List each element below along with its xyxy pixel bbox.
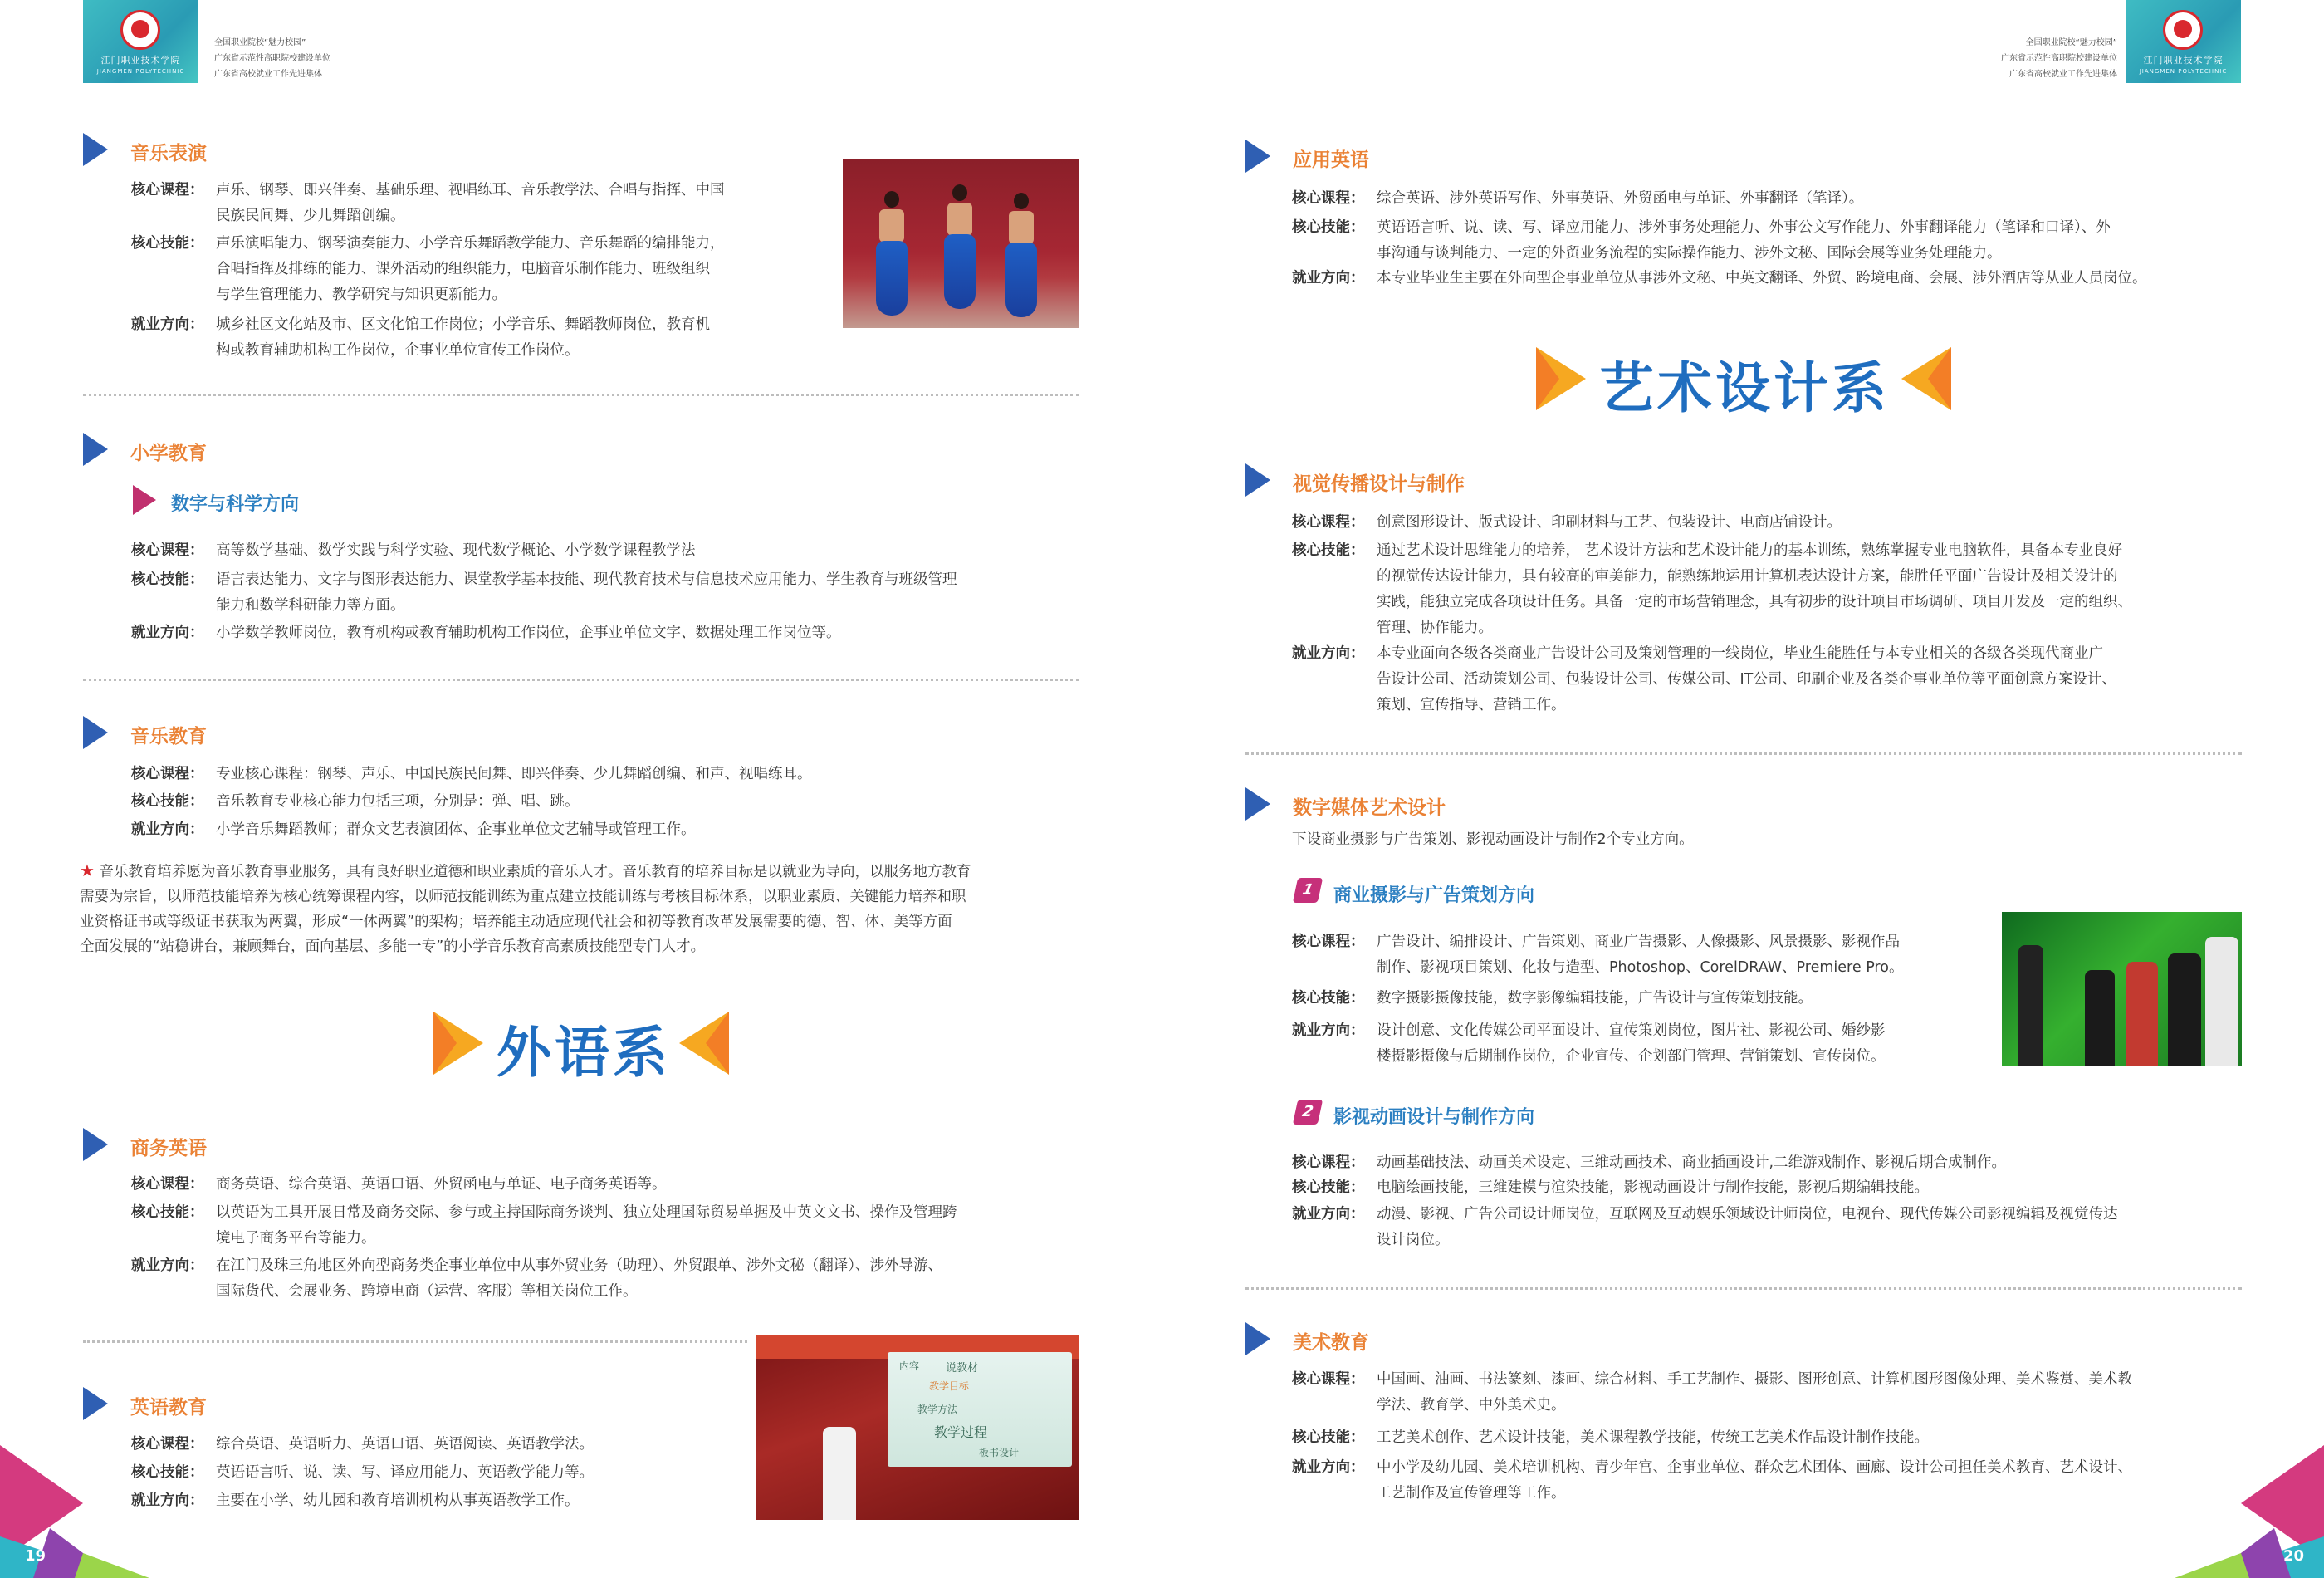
divider — [83, 394, 1079, 396]
course-text — [1377, 1150, 2006, 1176]
text-line — [80, 858, 1084, 885]
logo-subtitle: JIANGMEN POLYTECHNIC — [96, 68, 185, 75]
text-line: 英语语言听、说、读、写、译应用能力、英语教学能力等。 — [216, 1464, 594, 1481]
screen-text: 教学目标 — [929, 1380, 970, 1392]
text-line: 事沟通与谈判能力、一定的外贸业务流程的实际操作能力、涉外文秘、国际会展等业务处理能力。 — [1377, 245, 2002, 262]
screen-text: 内容 — [899, 1360, 920, 1372]
text-line: 通过艺术设计思维能力的培养， 艺术设计方法和艺术设计能力的基本训练，熟练掌握专业电脑软件，具备本专业良好 — [1377, 542, 2123, 559]
department-title: 外语系 — [497, 1021, 671, 1085]
subsection-title: 商业摄影与广告策划方向 — [1333, 885, 1535, 906]
text-line: 制作、影视项目策划、化妆与造型、Photoshop、CorelDRAW、Premiere Pro。 — [1377, 959, 1904, 976]
text-line: 数字摄影摄像技能，数字影像编辑技能，广告设计与宣传策划技能。 — [1377, 990, 1813, 1007]
text-line: 与学生管理能力、教学研究与知识更新能力。 — [216, 287, 506, 303]
divider — [83, 1340, 747, 1343]
career-label: 就业方向： — [131, 316, 204, 333]
header-line: 全国职业院校“魅力校园” — [214, 38, 306, 47]
career-text — [216, 312, 710, 364]
text-line: 楼摄影摄像与后期制作岗位，企业宣传、企划部门管理、营销策划、宣传岗位。 — [1377, 1048, 1886, 1065]
college-seal-icon — [120, 10, 160, 50]
course-text — [216, 1432, 594, 1458]
number-badge-icon — [1295, 878, 1320, 903]
skill-text — [216, 567, 957, 619]
text-line: 合唱指挥及排练的能力、课外活动的组织能力，电脑音乐制作能力、班级组织 — [216, 261, 710, 277]
header-line: 广东省高校就业工作先进集体 — [214, 70, 322, 79]
text-line: 业资格证书或等级证书获取为两翼，形成“一体两翼”的架构；培养能主动适应现代社会和初等教育改革发展需要的德、智、体、美等方面 — [80, 914, 952, 930]
section-music-performance — [83, 133, 581, 166]
career-label: 就业方向： — [131, 1257, 204, 1274]
text-line: 全面发展的“站稳讲台，兼顾舞台，面向基层、多能一专”的小学音乐教育高素质技能型专门人才。 — [80, 938, 706, 955]
section-title: 商务英语 — [130, 1138, 207, 1159]
text-line: 声乐、钢琴、即兴伴奏、基础乐理、视唱练耳、音乐教学法、合唱与指挥、中国 — [216, 182, 725, 198]
text-line: 小学数学教师岗位，教育机构或教育辅助机构工作岗位，企事业单位文字、数据处理工作岗位等。 — [216, 625, 841, 641]
subsection-marker-icon — [133, 485, 156, 515]
text-line: 声乐演唱能力、钢琴演奏能力、小学音乐舞蹈教学能力、音乐舞蹈的编排能力， — [216, 235, 725, 252]
text-line: 音乐教育专业核心能力包括三项，分别是：弹、唱、跳。 — [216, 793, 580, 810]
header-line: 广东省示范性高职院校建设单位 — [214, 54, 330, 63]
course-text — [216, 538, 696, 564]
studio-photo — [2002, 912, 2242, 1066]
college-seal-icon — [2163, 10, 2203, 50]
text-line: 电脑绘画技能，三维建模与渲染技能，影视动画设计与制作技能，影视后期编辑技能。 — [1377, 1179, 1929, 1196]
section-business-english — [83, 1128, 581, 1161]
text-line: 设计创意、文化传媒公司平面设计、宣传策划岗位，图片社、影视公司、婚纱影 — [1377, 1022, 1886, 1039]
course-text — [1377, 186, 1863, 212]
page-number: 19 — [25, 1547, 46, 1565]
subsection-title: 数字与科学方向 — [171, 494, 300, 515]
section-title: 数字媒体艺术设计 — [1293, 797, 1446, 819]
text-line: 城乡社区文化站及市、区文化馆工作岗位；小学音乐、舞蹈教师岗位，教育机 — [216, 316, 710, 333]
badge-number: 1 — [1293, 878, 1323, 903]
career-label: 就业方向： — [131, 1492, 204, 1509]
text-line: 动画基础技法、动画美术设定、三维动画技术、商业插画设计,二维游戏制作、影视后期合成制作。 — [1377, 1154, 2007, 1171]
section-title: 视觉传播设计与制作 — [1293, 473, 1465, 495]
career-text — [1377, 641, 2116, 718]
career-text — [1377, 1018, 1886, 1070]
subsection-title: 影视动画设计与制作方向 — [1333, 1107, 1535, 1128]
screen-text: 说教材 — [946, 1362, 979, 1375]
number-badge-icon — [1295, 1100, 1320, 1125]
section-title: 应用英语 — [1293, 149, 1369, 171]
skill-label: 核心技能： — [1292, 990, 1365, 1007]
section-digital-media — [1245, 787, 1744, 821]
header-line: 广东省高校就业工作先进集体 — [2009, 70, 2117, 79]
star-icon: ★ — [80, 860, 95, 880]
department-title: 艺术设计系 — [1599, 356, 1890, 420]
section-marker-icon — [83, 1387, 108, 1420]
text-line: 综合英语、英语听力、英语口语、英语阅读、英语教学法。 — [216, 1436, 594, 1453]
course-text — [1377, 1367, 2132, 1419]
subsection-math-science — [133, 485, 631, 515]
text-line: 综合英语、涉外英语写作、外事英语、外贸函电与单证、外事翻译（笔译）。 — [1377, 190, 1864, 207]
career-label: 就业方向： — [1292, 1206, 1365, 1223]
text-line: 管理、协作能力。 — [1377, 620, 1493, 636]
skill-text — [1377, 986, 1813, 1012]
subsection-photography — [1295, 876, 1793, 906]
page-number: 20 — [2283, 1547, 2305, 1565]
skill-text — [216, 789, 580, 815]
career-text — [1377, 1202, 2118, 1253]
text-line: 工艺制作及宣传管理等工作。 — [1377, 1485, 1566, 1502]
text-line: 的视觉传达设计能力，具有较高的审美能力，能熟练地运用计算机表达设计方案，能胜任平面广告设计及相关设计的 — [1377, 568, 2118, 585]
skill-label: 核心技能： — [1292, 1429, 1365, 1446]
course-text — [216, 178, 725, 229]
decor-shape — [75, 1553, 149, 1578]
section-title: 小学教育 — [130, 443, 207, 464]
text-line: 小学音乐舞蹈教师；群众文艺表演团体、企事业单位文艺辅导或管理工作。 — [216, 821, 696, 838]
text-line: 设计岗位。 — [1377, 1232, 1450, 1248]
dancer-figure — [1005, 193, 1035, 317]
skill-text — [216, 231, 725, 308]
screen-text: 教学方法 — [917, 1404, 958, 1415]
career-text — [1377, 1455, 2132, 1507]
corner-decoration — [0, 1445, 149, 1578]
dancer-figure — [944, 184, 974, 309]
career-label: 就业方向： — [131, 625, 204, 641]
course-label: 核心课程： — [1292, 190, 1365, 207]
text-line: 构或教育辅助机构工作岗位，企事业单位宣传工作岗位。 — [216, 342, 580, 359]
course-text — [1377, 929, 1903, 981]
text-line: 中国画、油画、书法篆刻、漆画、综合材料、手工艺制作、摄影、图形创意、计算机图形图像处理、美术鉴赏、美术教 — [1377, 1371, 2132, 1388]
section-title: 音乐表演 — [130, 143, 207, 164]
career-text — [216, 620, 841, 646]
text-line: 本专业面向各级各类商业广告设计公司及策划管理的一线岗位，毕业生能胜任与本专业相关的各级各类现代商业广 — [1377, 645, 2103, 662]
header-honors — [1976, 35, 2117, 82]
section-marker-icon — [1245, 463, 1270, 497]
text-line: 语言表达能力、文字与图形表达能力、课堂教学基本技能、现代教育技术与信息技术应用能力、学生教育与班级管理 — [216, 571, 957, 588]
dept-arrow-left-icon — [679, 1012, 729, 1075]
section-marker-icon — [1245, 140, 1270, 173]
text-line: 告设计公司、活动策划公司、包装设计公司、传媒公司、IT公司、印刷企业及各类企事业单位等平面创意方案设计、 — [1377, 671, 2116, 688]
course-label: 核心课程： — [131, 1176, 204, 1193]
college-logo — [2126, 0, 2241, 83]
student-figure — [2168, 953, 2201, 1066]
career-label: 就业方向： — [1292, 1459, 1365, 1476]
section-marker-icon — [83, 133, 108, 166]
course-text — [216, 1172, 667, 1198]
text-line: 主要在小学、幼儿园和教育培训机构从事英语教学工作。 — [216, 1492, 580, 1509]
section-music-education — [83, 716, 581, 749]
text-line: 广告设计、编排设计、广告策划、商业广告摄影、人像摄影、风景摄影、影视作品 — [1377, 934, 1900, 950]
section-applied-english — [1245, 140, 1744, 173]
section-primary-education — [83, 433, 581, 466]
section-title: 音乐教育 — [130, 726, 207, 747]
course-label: 核心课程： — [1292, 1154, 1365, 1171]
section-marker-icon — [1245, 787, 1270, 821]
text-segment: 音乐教育培养愿为音乐教育事业服务，具有良好职业道德和职业素质的音乐人才。音乐教育的培养目标是以就业为导向，以服务地方教育 — [99, 864, 971, 880]
skill-text — [216, 1200, 957, 1252]
section-fine-arts-education — [1245, 1322, 1744, 1355]
dance-photo — [843, 159, 1079, 328]
text-line: 创意图形设计、版式设计、印刷材料与工艺、包装设计、电商店铺设计。 — [1377, 514, 1842, 531]
music-education-note — [80, 858, 1084, 959]
divider — [1245, 752, 2242, 755]
career-text — [216, 1253, 942, 1305]
career-text — [1377, 266, 2147, 292]
skill-label: 核心技能： — [1292, 219, 1365, 236]
course-label: 核心课程： — [1292, 934, 1365, 950]
logo-subtitle: JIANGMEN POLYTECHNIC — [2139, 68, 2228, 75]
course-label: 核心课程： — [131, 182, 204, 198]
text-line: 在江门及珠三角地区外向型商务类企事业单位中从事外贸业务（助理）、外贸跟单、涉外文秘（翻译）、涉外导游、 — [216, 1257, 942, 1274]
skill-text — [1377, 538, 2132, 641]
text-line: 策划、宣传指导、营销工作。 — [1377, 697, 1566, 713]
section-title: 美术教育 — [1293, 1332, 1369, 1354]
career-label: 就业方向： — [1292, 1022, 1365, 1039]
course-label: 核心课程： — [131, 542, 204, 559]
skill-text — [1377, 1175, 1929, 1201]
projector-screen — [888, 1352, 1072, 1467]
skill-label: 核心技能： — [1292, 1179, 1365, 1196]
student-figure — [2126, 962, 2158, 1066]
course-label: 核心课程： — [131, 766, 204, 782]
department-heading-foreign-languages — [433, 1007, 729, 1085]
student-figure — [2085, 970, 2115, 1066]
header-line: 广东省示范性高职院校建设单位 — [2001, 54, 2117, 63]
text-line: 学法、教育学、中外美术史。 — [1377, 1397, 1566, 1414]
section-marker-icon — [1245, 1322, 1270, 1355]
text-line: 能力和数学科研能力等方面。 — [216, 597, 405, 614]
classroom-photo — [756, 1335, 1079, 1520]
header-line: 全国职业院校“魅力校园” — [2025, 38, 2117, 47]
career-label: 就业方向： — [1292, 645, 1365, 662]
college-logo — [83, 0, 198, 83]
section-marker-icon — [83, 716, 108, 749]
skill-text — [1377, 215, 2111, 267]
career-text — [216, 817, 696, 843]
section-english-education — [83, 1387, 581, 1420]
teacher-figure — [823, 1427, 856, 1520]
text-line: 境电子商务平台等能力。 — [216, 1230, 376, 1247]
section-title: 英语教育 — [130, 1397, 207, 1419]
skill-label: 核心技能： — [131, 1464, 204, 1481]
course-label: 核心课程： — [1292, 1371, 1365, 1388]
text-line: 动漫、影视、广告公司设计师岗位，互联网及互动娱乐领域设计师岗位，电视台、现代传媒公司影视编辑及视觉传达 — [1377, 1206, 2118, 1223]
section-marker-icon — [83, 1128, 108, 1161]
career-label: 就业方向： — [131, 821, 204, 838]
badge-number: 2 — [1293, 1100, 1323, 1125]
skill-label: 核心技能： — [131, 793, 204, 810]
text-line: 以英语为工具开展日常及商务交际、参与或主持国际商务谈判、独立处理国际贸易单据及中英文文书、操作及管理跨 — [216, 1204, 957, 1221]
department-heading-art-design — [1536, 342, 1951, 420]
right-page — [1162, 0, 2324, 1578]
section-visual-communication — [1245, 463, 1744, 497]
logo-name: 江门职业技术学院 — [2143, 55, 2224, 66]
text-line: 国际货代、会展业务、跨境电商（运营、客服）等相关岗位工作。 — [216, 1283, 638, 1300]
text-line: 专业核心课程：钢琴、声乐、中国民族民间舞、即兴伴奏、少儿舞蹈创编、和声、视唱练耳。 — [216, 766, 812, 782]
career-text — [216, 1488, 580, 1514]
course-label: 核心课程： — [1292, 514, 1365, 531]
screen-text: 板书设计 — [979, 1447, 1020, 1458]
course-text — [1377, 510, 1842, 536]
text-line: 民族民间舞、少儿舞蹈创编。 — [216, 208, 405, 224]
screen-text: 教学过程 — [934, 1424, 988, 1440]
header-honors — [214, 35, 330, 82]
skill-label: 核心技能： — [1292, 542, 1365, 559]
course-label: 核心课程： — [131, 1436, 204, 1453]
divider — [83, 679, 1079, 681]
text-line: 实践，能独立完成各项设计任务。具备一定的市场营销理念，具有初步的设计项目市场调研、项目开发及一定的组织、 — [1377, 594, 2132, 610]
skill-label: 核心技能： — [131, 571, 204, 588]
skill-label: 核心技能： — [131, 235, 204, 252]
skill-text — [216, 1460, 594, 1486]
digital-media-intro: 下设商业摄影与广告策划、影视动画设计与制作2个专业方向。 — [1292, 831, 1694, 848]
text-line: 中小学及幼儿园、美术培训机构、青少年宫、企事业单位、群众艺术团体、画廊、设计公司担任美术教育、艺术设计、 — [1377, 1459, 2132, 1476]
text-line: 英语语言听、说、读、写、译应用能力、涉外事务处理能力、外事公文写作能力、外事翻译能力（笔译和口译）、外 — [1377, 219, 2111, 236]
dept-arrow-right-icon — [1536, 347, 1586, 410]
decor-shape — [2175, 1553, 2249, 1578]
text-line: 商务英语、综合英语、英语口语、外贸函电与单证、电子商务英语等。 — [216, 1176, 667, 1193]
logo-name: 江门职业技术学院 — [100, 55, 181, 66]
dept-arrow-left-icon — [1901, 347, 1951, 410]
text-line: 需要为宗旨，以师范技能培养为核心统筹课程内容，以师范技能训练为重点建立技能训练与考核目标体系，以职业素质、关键能力培养和职 — [80, 889, 966, 905]
section-marker-icon — [83, 433, 108, 466]
text-line: 本专业毕业生主要在外向型企事业单位从事涉外文秘、中英文翻译、外贸、跨境电商、会展、涉外酒店等从业人员岗位。 — [1377, 270, 2147, 287]
light-stand — [2018, 945, 2043, 1066]
dept-arrow-right-icon — [433, 1012, 483, 1075]
subsection-animation — [1295, 1098, 1793, 1128]
career-label: 就业方向： — [1292, 270, 1365, 287]
divider — [1245, 1287, 2242, 1290]
student-figure — [2205, 937, 2238, 1066]
skill-text — [1377, 1425, 1929, 1451]
course-text — [216, 762, 812, 787]
skill-label: 核心技能： — [131, 1204, 204, 1221]
text-line: 高等数学基础、数学实践与科学实验、现代数学概论、小学数学课程教学法 — [216, 542, 696, 559]
dancer-figure — [876, 191, 906, 316]
text-line: 工艺美术创作、艺术设计技能，美术课程教学技能，传统工艺美术作品设计制作技能。 — [1377, 1429, 1929, 1446]
